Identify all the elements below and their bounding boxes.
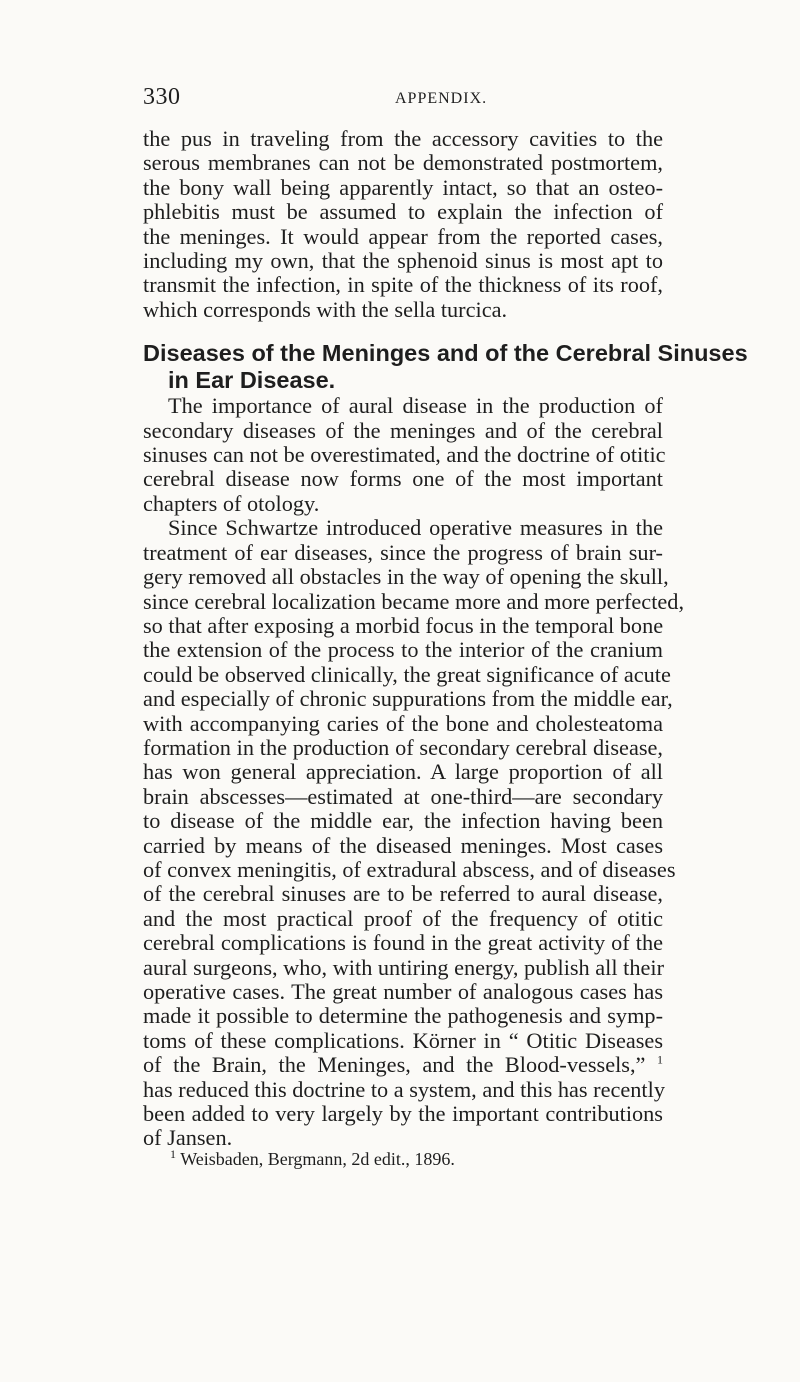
- text-line: made it possible to determine the pathogenesis and symp-: [143, 1003, 663, 1029]
- text-line: transmit the infection, in spite of the thickness of its roof,: [143, 272, 663, 298]
- text-line: chapters of otology.: [143, 490, 320, 516]
- page-header: [143, 84, 663, 114]
- text-line: since cerebral localization became more and more perfected,: [143, 588, 685, 614]
- paragraph-importance: [143, 393, 666, 516]
- text-line: which corresponds with the sella turcica.: [143, 296, 508, 322]
- section-heading-line: Diseases of the Meninges and of the Cerebral Sinuses: [143, 340, 748, 367]
- text-line: could be observed clinically, the great significance of acute: [143, 661, 671, 687]
- text-line: aural surgeons, who, with untiring energy, publish all their: [143, 954, 665, 980]
- section-heading: [143, 340, 748, 394]
- text-line: the extension of the process to the interior of the cranium: [143, 637, 663, 663]
- text-line: with accompanying caries of the bone and cholesteatoma: [143, 710, 663, 736]
- page-number: 330: [143, 84, 181, 110]
- text-line: treatment of ear diseases, since the progress of brain sur-: [143, 539, 663, 565]
- footnote-marker: 1: [657, 1052, 664, 1067]
- text-line: toms of these complications. Körner in “ Otitic Diseases: [143, 1027, 663, 1053]
- body-text: [143, 126, 748, 1151]
- text-line: Since Schwartze introduced operative measures in the: [168, 515, 663, 541]
- running-head: APPENDIX.: [395, 90, 488, 107]
- paragraph-schwartze: [143, 515, 685, 1151]
- section-heading-line: in Ear Disease.: [168, 367, 336, 394]
- text-line: and the most practical proof of the frequency of otitic: [143, 905, 663, 931]
- text-line: phlebitis must be assumed to explain the infection of: [143, 199, 663, 225]
- footnote: [170, 1148, 690, 1170]
- text-line: of Jansen.: [143, 1125, 233, 1151]
- text-line: been added to very largely by the important contributions: [143, 1101, 663, 1127]
- paragraph-continuation: [143, 127, 663, 322]
- text-line: operative cases. The great number of analogous cases has: [143, 979, 663, 1004]
- text-line: cerebral disease now forms one of the most important: [143, 466, 663, 492]
- text-line: including my own, that the sphenoid sinus is most apt to: [143, 248, 663, 274]
- text-line: to disease of the middle ear, the infection having been: [143, 808, 663, 834]
- text-line: sinuses can not be overestimated, and the doctrine of otitic: [143, 442, 666, 468]
- footnote-number: 1: [170, 1147, 176, 1161]
- text-line: gery removed all obstacles in the way of opening the skull,: [143, 564, 669, 590]
- text-line: so that after exposing a morbid focus in the temporal bone: [143, 612, 664, 638]
- text-line: secondary diseases of the meninges and of the cerebral: [143, 417, 663, 443]
- text-line: cerebral complications is found in the great activity of the: [143, 930, 663, 956]
- text-line: the meninges. It would appear from the reported cases,: [143, 223, 663, 249]
- text-line-with-footnote: [143, 1053, 663, 1077]
- footnote-text: Weisbaden, Bergmann, 2d edit., 1896.: [180, 1149, 455, 1169]
- text-line: carried by means of the diseased meninges. Most cases: [143, 832, 663, 858]
- text-line: brain abscesses—estimated at one-third—are secondary: [143, 783, 663, 809]
- text-line: of convex meningitis, of extradural abscess, and of diseases: [143, 856, 676, 882]
- text-line: The importance of aural disease in the production of: [168, 393, 663, 419]
- text-line: formation in the production of secondary cerebral disease,: [143, 734, 663, 760]
- text-line: of the Brain, the Meninges, and the Blood-vessels,”: [143, 1052, 646, 1078]
- text-line: has won general appreciation. A large proportion of all: [143, 759, 663, 785]
- text-line: serous membranes can not be demonstrated postmortem,: [143, 150, 663, 176]
- text-line: of the cerebral sinuses are to be referred to aural disease,: [143, 881, 663, 907]
- text-line: the bony wall being apparently intact, so that an osteo-: [143, 174, 663, 200]
- text-line: the pus in traveling from the accessory cavities to the: [143, 126, 663, 151]
- text-line: and especially of chronic suppurations from the middle ear,: [143, 686, 673, 712]
- text-line: has reduced this doctrine to a system, and this has recently: [143, 1076, 665, 1102]
